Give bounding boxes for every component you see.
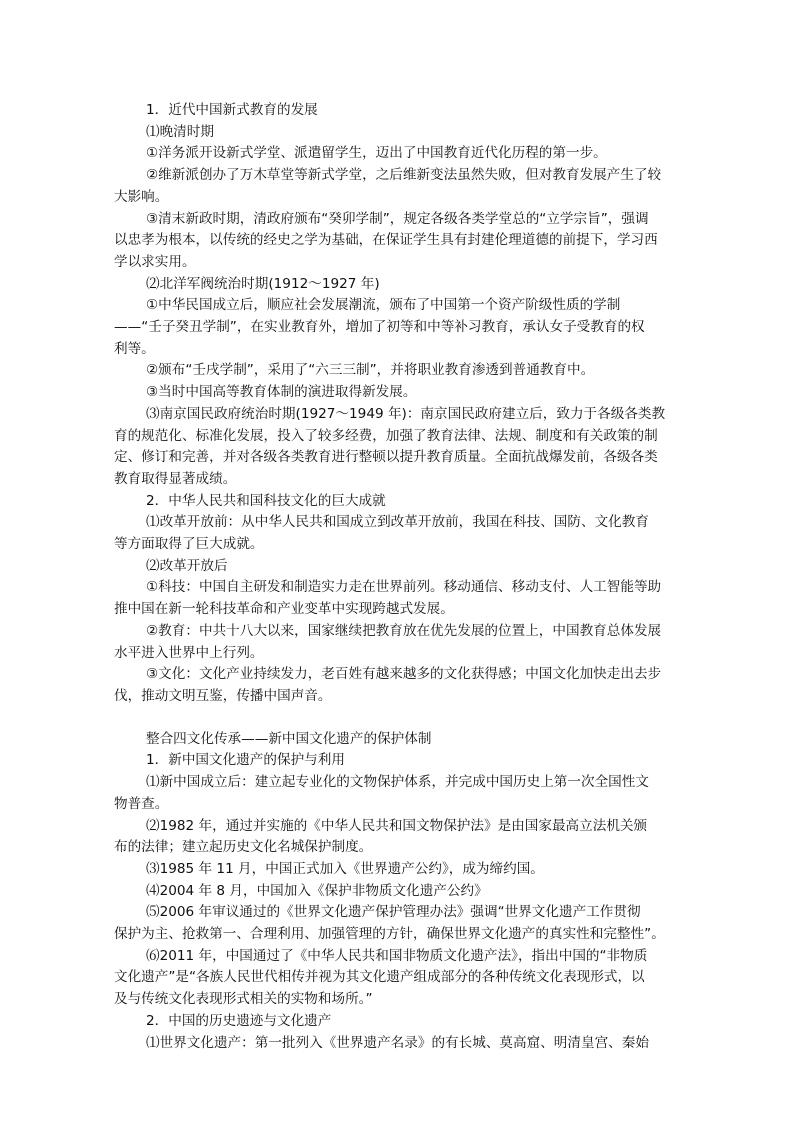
text-line: ⑵北洋军阀统治时期(1912～1927 年) [146,275,380,292]
text-line: 整合四文化传承——新中国文化遗产的保护体制 [146,730,432,747]
text-line: ⑶南京国民政府统治时期(1927～1949 年)：南京国民政府建立后，致力于各级各类教 [146,405,666,422]
text-line: 文化遗产”是“各族人民世代相传并视为其文化遗产组成部分的各种传统文化表现形式，以 [114,969,645,986]
text-line: ①科技：中国自主研发和制造实力走在世界前列。移动通信、移动支付、人工智能等助 [146,579,662,596]
text-line: ⑵改革开放后 [146,557,228,574]
text-line: 利等。 [114,340,155,357]
text-line: ⑵1982 年，通过并实施的《中华人民共和国文物保护法》是由国家最高立法机关颁 [146,817,648,834]
text-line: 2．中华人民共和国科技文化的巨大成就 [146,492,386,509]
text-line: 1．新中国文化遗产的保护与利用 [146,752,345,769]
text-line: ⑴改革开放前：从中华人民共和国成立到改革开放前，我国在科技、国防、文化教育 [146,514,649,531]
text-line: ⑸2006 年审议通过的《世界文化遗产保护管理办法》强调“世界文化遗产工作贯彻 [146,904,641,921]
text-line: 及与传统文化表现形式相关的实物和场所。” [114,991,373,1008]
text-line: ⑷2004 年 8 月，中国加入《保护非物质文化遗产公约》 [146,882,488,899]
text-line: ——“壬子癸丑学制”，在实业教育外，增加了初等和中等补习教育，承认女子受教育的权 [114,319,645,336]
text-line: ②维新派创办了万木草堂等新式学堂，之后维新变法虽然失败，但对教育发展产生了较 [146,167,662,184]
text-line: 保护为主、抢救第一、合理利用、加强管理的方针，确保世界文化遗产的真实性和完整性”。 [114,926,665,943]
text-line: 等方面取得了巨大成就。 [114,536,264,553]
text-line: ⑶1985 年 11 月，中国正式加入《世界遗产公约》，成为缔约国。 [146,860,544,877]
text-line: 育的规范化、标准化发展，投入了较多经费，加强了教育法律、法规、制度和有关政策的制 [114,427,658,444]
text-line: 教育取得显著成绩。 [114,470,237,487]
text-line: ⑹2011 年，中国通过了《中华人民共和国非物质文化遗产法》，指出中国的“非物质 [146,947,648,964]
text-line: ②颁布“壬戌学制”，采用了“六三三制”，并将职业教育渗透到普通教育中。 [146,362,595,379]
section-gap [114,708,688,729]
text-line: 学以求实用。 [114,253,196,270]
text-line: 物普查。 [114,795,169,812]
text-line: 2．中国的历史遗迹与文化遗产 [146,1012,332,1029]
text-line: 推中国在新一轮科技革命和产业变革中实现跨越式发展。 [114,601,454,618]
section-cultural-heritage [114,729,688,1055]
text-line: ③文化：文化产业持续发力，老百姓有越来越多的文化获得感；中国文化加快走出去步 [146,666,662,683]
text-line: ①中华民国成立后，顺应社会发展潮流，颁布了中国第一个资产阶级性质的学制 [146,297,621,314]
text-line: ③当时中国高等教育体制的演进取得新发展。 [146,384,417,401]
document-page [114,100,688,1054]
text-line: 伐，推动文明互鉴，传播中国声音。 [114,687,332,704]
text-line: 布的法律；建立起历史文化名城保护制度。 [114,839,373,856]
section-education-and-technology [114,100,688,708]
text-line: ⑴晚清时期 [146,123,214,140]
text-line: 1．近代中国新式教育的发展 [146,102,318,118]
text-line: ①洋务派开设新式学堂、派遣留学生，迈出了中国教育近代化历程的第一步。 [146,145,607,162]
text-line: ②教育：中共十八大以来，国家继续把教育放在优先发展的位置上，中国教育总体发展 [146,622,662,639]
text-line: 水平进入世界中上行列。 [114,644,264,661]
text-line: 定、修订和完善，并对各级各类教育进行整顿以提升教育质量。全面抗战爆发前，各级各类 [114,449,658,466]
text-line: ⑴世界文化遗产：第一批列入《世界遗产名录》的有长城、莫高窟、明清皇宫、秦始 [146,1034,649,1051]
text-line: ⑴新中国成立后：建立起专业化的文物保护体系，并完成中国历史上第一次全国性文 [146,774,649,791]
text-line: 大影响。 [114,188,169,205]
text-line: ③清末新政时期，清政府颁布“癸卯学制”，规定各级各类学堂总的“立学宗旨”，强调 [146,210,649,227]
text-line: 以忠孝为根本，以传统的经史之学为基础，在保证学生具有封建伦理道德的前提下，学习西 [114,232,658,249]
